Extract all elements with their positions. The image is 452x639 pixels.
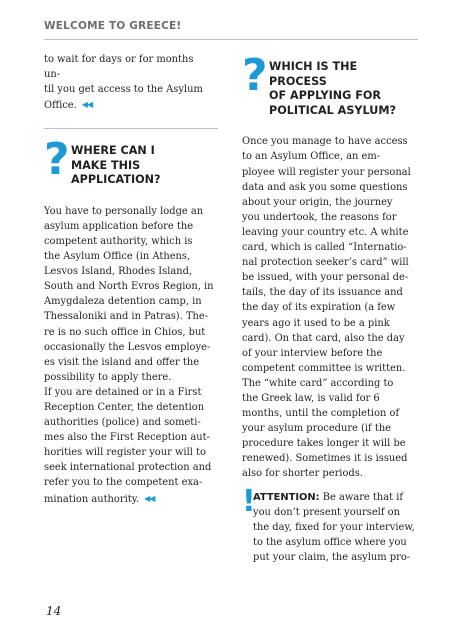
attention-note — [242, 483, 418, 565]
page-number: 14 — [46, 604, 62, 618]
back-arrow-icon: ◀◀ — [144, 493, 155, 503]
left-column — [44, 52, 208, 113]
attention-label: ATTENTION: — [253, 491, 320, 503]
exclamation-icon: ! — [242, 483, 256, 519]
section-body-where — [44, 204, 214, 507]
section-heading-where — [44, 134, 214, 188]
question-mark-icon: ? — [242, 50, 268, 101]
section-heading-process — [242, 50, 418, 118]
running-header: WELCOME TO GREECE! — [44, 20, 182, 32]
section-text-where: You have to personally lodge an asylum application before the competent authority, which is the Asylum Office (in Athens, Lesvos Island, Rhodes Island, South and North Evros Region, in Amygdaleza detention camp, in Thessaloniki and in Patras). The- re is no such office in Chios, but occasionally the Lesvos employe- es visit the island and offer the possibility to apply there. If you are detained or in a First Reception Center, the detention authorities (police) and someti- mes also the First Reception aut- horities will register your will to seek international protection and refer you to the competent exa- mination authority. — [44, 205, 214, 505]
continued-paragraph — [44, 52, 208, 113]
attention-text: Be aware that if you don’t present yourself on the day, fixed for your interview, to the asylum office where you put your claim, the asylum pro- — [253, 491, 415, 563]
attention-paragraph — [242, 490, 418, 565]
section-title-where: WHERE CAN I MAKE THIS APPLICATION? — [71, 144, 161, 187]
section-text-process: Once you manage to have access to an Asylum Office, an em- ployee will register your personal data and ask you some questions about your origin, the journey you undertook, the reasons for leaving your country etc. A white card, which is called “Internatio- nal protection seeker’s card” will be issued, with your personal de- tails, the day of its issuance and the day of its expiration (a few years ago it used to be a pink card). On that card, also the day of your interview before the competent committee is written. The “white card” according to the Greek law, is valid for 6 months, until the completion of your asylum procedure (if the procedure takes longer it will be renewed). Sometimes it is issued also for shorter periods. — [242, 136, 411, 480]
right-column — [242, 50, 418, 565]
header-divider — [44, 39, 418, 40]
back-arrow-icon: ◀◀ — [81, 100, 93, 110]
section-title-process: WHICH IS THE PROCESS OF APPLYING FOR POLITICAL ASYLUM? — [269, 60, 396, 117]
continued-text: to wait for days or for months un- til you get access to the Asylum Office. — [44, 54, 203, 112]
left-section — [44, 134, 214, 507]
question-mark-icon: ? — [44, 134, 70, 185]
section-divider — [44, 128, 218, 129]
